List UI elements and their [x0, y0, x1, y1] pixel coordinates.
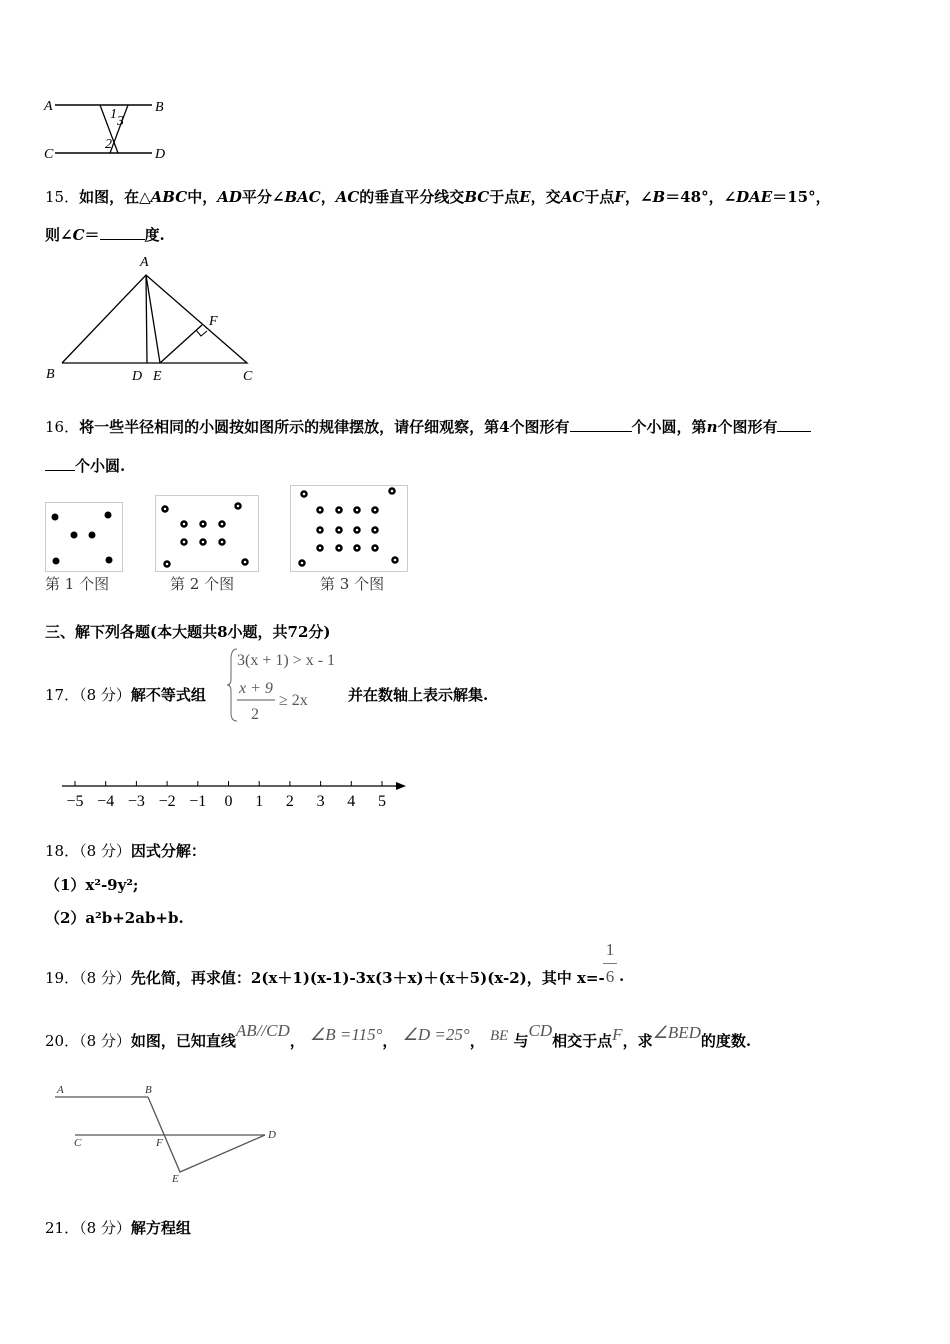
- axis-tick-label: −4: [97, 793, 115, 810]
- svg-text:D: D: [132, 369, 143, 384]
- svg-text:C: C: [74, 1137, 82, 1149]
- question-15: 15．如图，在△ABC中，AD平分∠BAC，AC的垂直平分线交BC于点E，交AC于点F，∠B＝48°，∠DAE＝15°，: [45, 188, 831, 206]
- svg-text:D: D: [155, 147, 166, 162]
- svg-text:A: A: [57, 1084, 64, 1096]
- figure-caption-3: 第 3 个图: [320, 575, 385, 593]
- axis-tick-label: 1: [255, 793, 264, 810]
- svg-text:B: B: [145, 1084, 152, 1096]
- question-19: 19．（8 分）先化简，再求值：2(x＋1)(x-1)-3x(3＋x)＋(x＋5)(x-2)，其中 x=-: [45, 969, 605, 987]
- svg-text:≥ 2x: ≥ 2x: [279, 692, 308, 709]
- axis-tick-label: −3: [127, 793, 145, 810]
- axis-tick-label: −5: [66, 793, 84, 810]
- figure-caption-2: 第 2 个图: [170, 575, 235, 593]
- svg-text:x + 9: x + 9: [239, 680, 273, 697]
- axis-tick-label: 5: [378, 793, 386, 810]
- svg-text:E: E: [172, 1173, 179, 1185]
- svg-text:A: A: [140, 255, 149, 270]
- question-21: 21．（8 分）解方程组: [45, 1219, 191, 1237]
- svg-text:B: B: [46, 367, 55, 382]
- svg-text:2: 2: [251, 706, 259, 723]
- svg-text:D: D: [268, 1129, 276, 1141]
- question-16: 16．将一些半径相同的小圆按如图所示的规律摆放，请仔细观察，第4个图形有 个小圆，第n个图形有: [45, 416, 811, 437]
- svg-text:3: 3: [117, 114, 124, 129]
- axis-tick-label: 2: [285, 793, 294, 810]
- axis-tick-label: −2: [158, 793, 176, 810]
- section-heading: 三、解下列各题(本大题共8小题，共72分): [45, 623, 331, 641]
- question-17: 17．（8 分）解不等式组: [45, 686, 206, 704]
- svg-text:C: C: [243, 369, 253, 384]
- answer-blank-1[interactable]: [570, 417, 632, 432]
- question-18: 18．（8 分）因式分解：: [45, 842, 206, 860]
- svg-text:F: F: [209, 314, 218, 329]
- parallel-lines-bed-figure: [0, 0, 300, 1200]
- axis-tick-label: 3: [316, 793, 325, 810]
- svg-text:A: A: [44, 99, 53, 114]
- question-18-part-1: （1）x²-9y²;: [45, 876, 139, 894]
- svg-text:1: 1: [110, 107, 117, 122]
- question-17-instruction: 并在数轴上表示解集.: [348, 686, 489, 704]
- fraction-one-sixth: 1 6: [603, 940, 617, 987]
- svg-text:E: E: [153, 369, 162, 384]
- axis-tick-label: −1: [189, 793, 207, 810]
- question-18-part-2: （2）a²b+2ab+b.: [45, 909, 184, 927]
- svg-text:3(x + 1) > x - 1: 3(x + 1) > x - 1: [237, 652, 336, 669]
- svg-text:B: B: [155, 100, 164, 115]
- svg-text:2: 2: [105, 137, 112, 152]
- axis-tick-label: 4: [347, 793, 356, 810]
- svg-text:C: C: [44, 147, 54, 162]
- svg-text:F: F: [156, 1137, 163, 1149]
- question-20: 20．（8 分）如图，已知直线AB//CD， ∠B =115°， ∠D =25°， BE 与CD相交于点F，求∠BED的度数.: [45, 1021, 752, 1050]
- figure-caption-1: 第 1 个图: [45, 575, 110, 593]
- axis-tick-label: 0: [224, 793, 233, 810]
- period: .: [619, 967, 625, 985]
- question-15-line2: 则∠C＝ 度.: [45, 226, 165, 244]
- answer-blank-2[interactable]: [777, 417, 811, 432]
- question-16-line2: 个小圆.: [45, 455, 125, 476]
